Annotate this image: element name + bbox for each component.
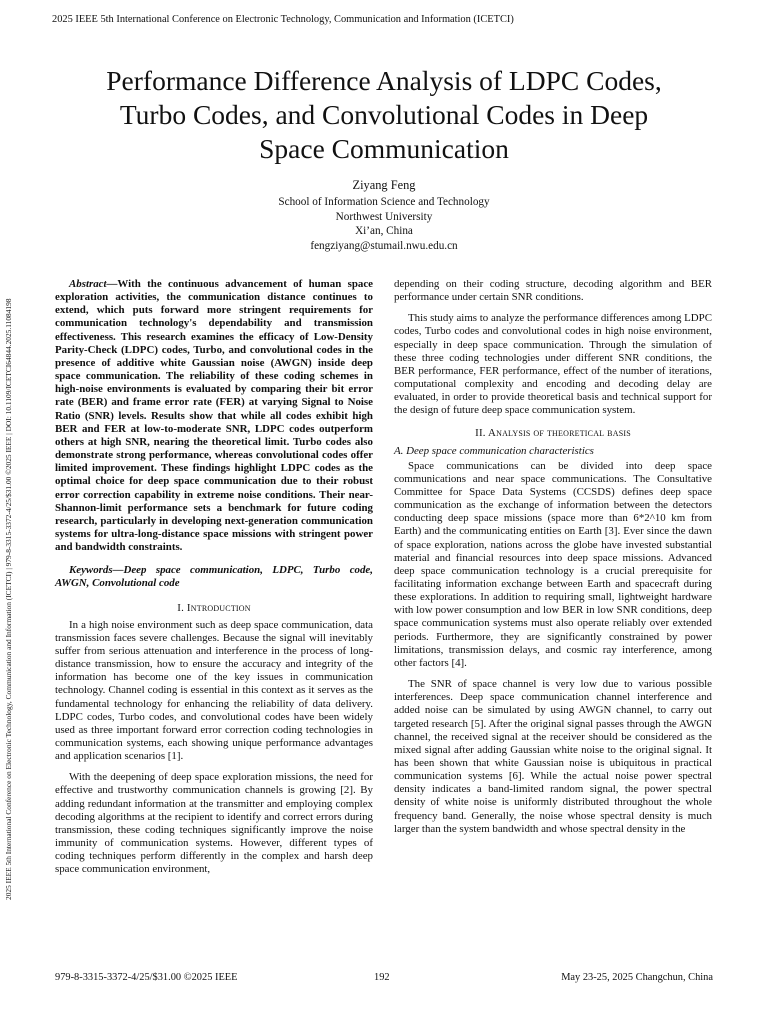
page-number: 192 (374, 972, 390, 983)
subsection-heading: A. Deep space communication characteristics (394, 444, 594, 457)
right-column (394, 278, 712, 844)
running-header: 2025 IEEE 5th International Conference on Electronic Technology, Communication and Information (ICETCI) (52, 14, 514, 25)
abstract (55, 278, 373, 554)
author-affiliation: School of Information Science and Technology (278, 196, 490, 208)
body-paragraph: In a high noise environment such as deep space communication, data transmission faces severe challenges. Because the signal will inevitably suffer from serious attenuation and interference in the process of long-distance transmission, how to ensure the accuracy and integrity of the information has become one of the key issues in communication technology. Channel coding is essential in this context as it serves as the fundamental technology for enhancing the reliability of data delivery. LDPC codes, Turbo codes, and convolutional codes have been widely used as three important forward error correction coding technologies in communication systems, each showing unique performance advantages and application scenarios [1]. (55, 618, 373, 763)
title-line: Space Communication (259, 133, 509, 164)
section-heading-theory: II. Analysis of theoretical basis (475, 426, 631, 439)
section-heading-introduction: I. Introduction (177, 601, 251, 614)
author-block (234, 177, 534, 253)
author-name: Ziyang Feng (352, 178, 416, 192)
title-line: Turbo Codes, and Convolutional Codes in Deep (119, 99, 649, 130)
body-paragraph: The SNR of space channel is very low due to various possible interferences. Deep space communication channel interference and added noise can be simulated by using AWGN channel, to carry out targeted research [5]. After the original signal passes through the AWGN channel, the received signal at the receiver should be considered as the mixed signal after adding Gaussian white noise to the original signal. It has been shown that white Gaussian noise is ubiquitous in practical communication systems [6]. While the actual noise power spectral density indicates a band-limited random signal, the power spectral density of white noise is uniformly distributed throughout the whole frequency band. Generally, the noise whose spectral density is much larger than the system bandwidth and whose spectral density in the (394, 678, 712, 835)
author-email: fengziyang@stumail.nwu.edu.cn (310, 239, 458, 252)
paper-title (40, 64, 728, 166)
abstract-text: —With the continuous advancement of human space exploration activities, the communication distance continues to extend, which puts forward more stringent requirements for communication technology's dependability and transmission effectiveness. This research examines the efficacy of Low-Density Parity-Check (LDPC) codes, Turbo, and convolutional codes in the presence of additive white Gaussian noise (AWGN) inside deep space communication. The reliability of these coding schemes in high-noise environments is evaluated by comparing their bit error rate (BER) and frame error rate (FER) at varying Signal to Noise Ratio (SNR) levels. Results show that while all codes exhibit high BER and FER at low-to-moderate SNR, LDPC codes outperform others at high SNR, nearing the theoretical limit. Turbo codes also demonstrate strong performance, whereas convolutional codes offer limited improvement. These findings highlight LDPC codes as the optimal choice for deep space communication due to their robust error correction capability in extreme noise conditions. Their near-Shannon-limit performance sets a benchmark for future coding research, particularly in developing next-generation communication systems for ultra-long-distance space missions with stringent power and bandwidth constraints. (55, 278, 373, 554)
body-paragraph-continuation: depending on their coding structure, decoding algorithm and BER performance under certain SNR conditions. (394, 278, 712, 304)
footer-copyright: 979-8-3315-3372-4/25/$31.00 ©2025 IEEE (55, 972, 238, 983)
title-line: Performance Difference Analysis of LDPC Codes, (106, 65, 662, 96)
body-paragraph: With the deepening of deep space exploration missions, the need for effective and trustworthy communication channels is growing [2]. By adding redundant information at the transmitter and employing complex decoding algorithms at the recipient to identify and correct errors during transmission, these coding techniques significantly improve the noise immunity of communication systems. However, different types of coding techniques perform differently in the complex and harsh deep space communication environment, (55, 771, 373, 876)
body-paragraph: This study aims to analyze the performance differences among LDPC codes, Turbo codes and convolutional codes in high noise environment, especially in deep space communication. Through the simulation of these three coding technologies under different SNR conditions, the BER performance, FER performance, effect of the number of iterations, computational complexity and encoding and decoding delay are evaluated, in order to provide theoretical basis and technical support for the design of future deep space communication system. (394, 312, 712, 417)
author-city: Xi’an, China (355, 225, 413, 237)
body-paragraph: Space communications can be divided into deep space communications and near space communications. The Consultative Committee for Space Data Systems (CCSDS) defines deep space communication as the exchange of information between the detectors conducting deep space missions (space more than 6*2^10 km from Earth) and the communicating entities on Earth [3]. Ever since the dawn of space exploration, nations across the globe have invested substantial material and financial resources into deep space missions. Advanced deep space communication technology is a crucial prerequisite for facilitating information exchange between Earth and spacecraft during these explorations. In addition to requiring small, lightweight hardware with low power consumption and low BER in low SNR conditions, deep space communication systems must also operate reliably over extended periods. Furthermore, they are significantly constrained by power limitations, transmission delays, and cosmic ray interference, among other factors [4]. (394, 459, 712, 669)
doi-side-note: 2025 IEEE 5th International Conference on Electronic Technology, Communication and Information (ICETCI) | 979-8-3315-3372-4/25/$31.00 ©2025 IEEE | DOI: 10.1109/ICETCI64844.2025.11084198 (4, 298, 13, 900)
footer-conference-date: May 23-25, 2025 Changchun, China (561, 972, 713, 983)
keywords: Keywords—Deep space communication, LDPC, Turbo code, AWGN, Convolutional code (55, 564, 373, 590)
author-university: Northwest University (335, 210, 433, 223)
abstract-lead: Abstract (69, 278, 107, 290)
left-column (55, 278, 373, 885)
